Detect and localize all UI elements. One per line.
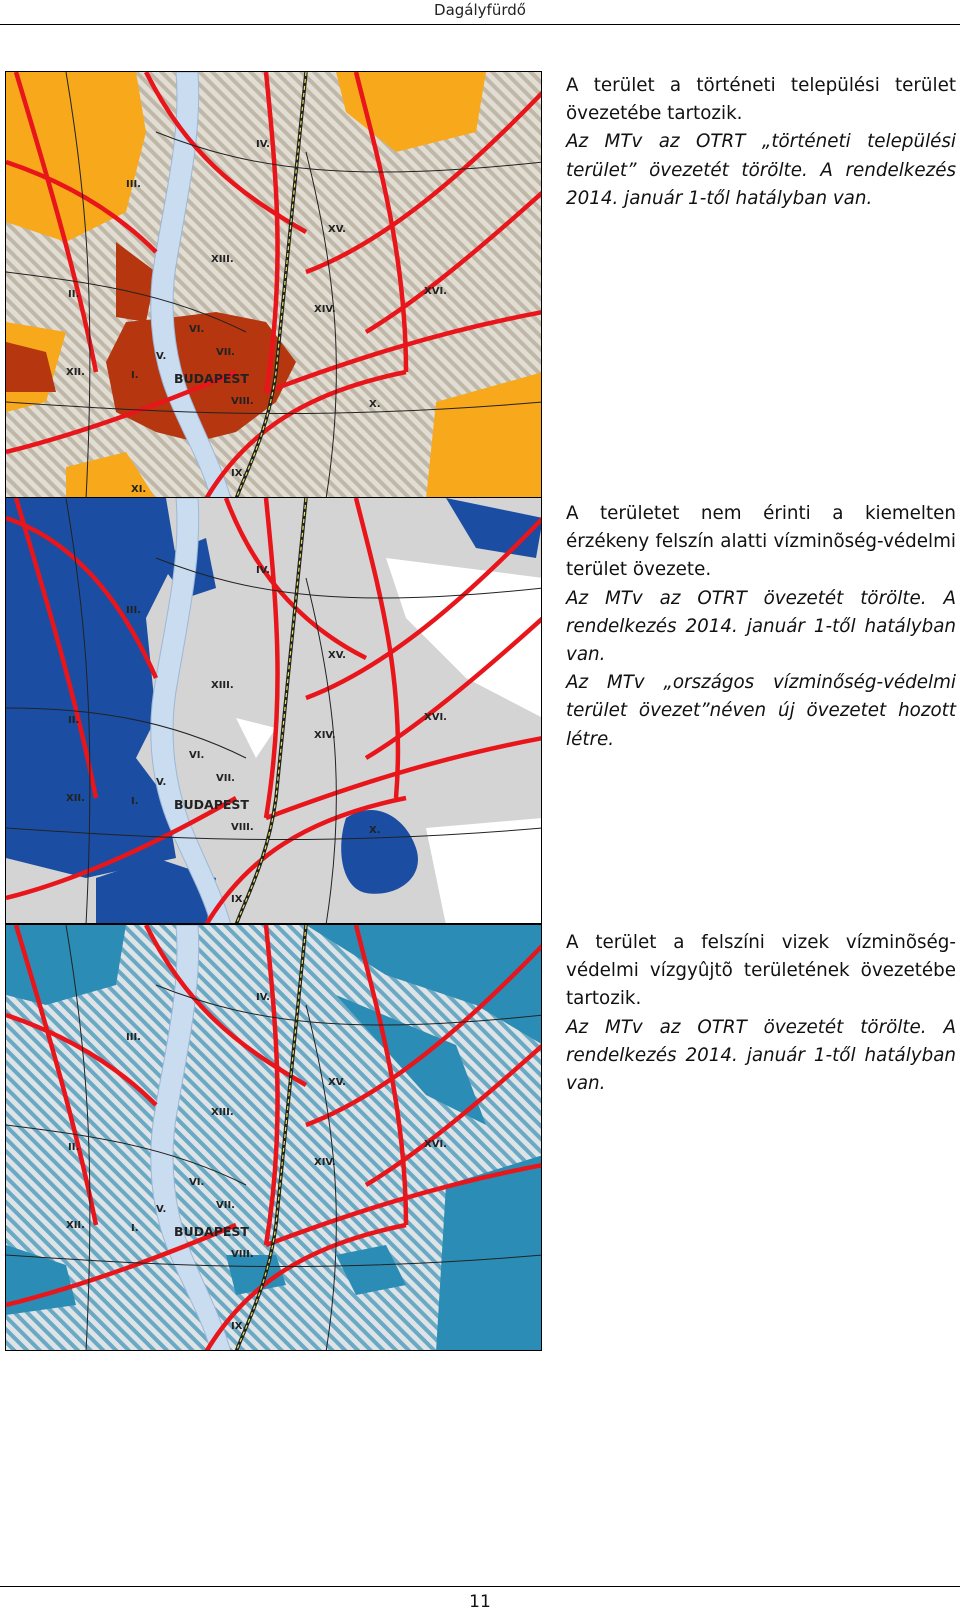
label-district-xi: XI. bbox=[131, 484, 147, 495]
map-surface-water-catchment-zone bbox=[5, 924, 542, 1351]
map-svg bbox=[6, 72, 542, 498]
zone-description-groundwater bbox=[566, 500, 956, 754]
zone-description-historic bbox=[566, 72, 956, 213]
label-district-vii: VII. bbox=[216, 347, 235, 358]
map-svg bbox=[6, 498, 542, 924]
label-district-xiii: XIII. bbox=[211, 254, 234, 265]
label-district-xv: XV. bbox=[328, 650, 346, 661]
legal-note-text: Az MTv az OTRT övezetét törölte. A rendelkezés 2014. január 1-től hatályban van. bbox=[566, 1016, 956, 1095]
label-district-xii: XII. bbox=[66, 793, 85, 804]
map-groundwater-protection-zone bbox=[5, 497, 542, 924]
page-header bbox=[0, 0, 960, 25]
label-district-viii: VIII. bbox=[231, 822, 254, 833]
label-district-x: X. bbox=[369, 399, 381, 410]
label-district-vii: VII. bbox=[216, 773, 235, 784]
label-district-xii: XII. bbox=[66, 367, 85, 378]
label-district-ii: II. bbox=[68, 289, 80, 300]
map-historic-settlement-zone bbox=[5, 71, 542, 498]
header-title: Dagályfürdő bbox=[434, 1, 526, 19]
label-district-xiv: XIV. bbox=[314, 304, 336, 315]
label-district-xiv: XIV. bbox=[314, 730, 336, 741]
legal-note-text: Az MTv „országos vízminőség-védelmi terület övezet”néven új övezetet hozott létre. bbox=[566, 672, 956, 750]
label-district-vi: VI. bbox=[189, 324, 205, 335]
label-district-ix: IX. bbox=[231, 894, 247, 905]
label-district-xiii: XIII. bbox=[211, 680, 234, 691]
zone-status-text: A terület a felszíni vizek vízminõség-védelmi vízgyûjtõ területének övezetébe tartozik. bbox=[566, 932, 956, 1010]
label-district-ii: II. bbox=[68, 1142, 80, 1153]
label-district-xv: XV. bbox=[328, 224, 346, 235]
label-district-x: X. bbox=[369, 825, 381, 836]
label-district-iii: III. bbox=[126, 605, 141, 616]
label-district-xiv: XIV. bbox=[314, 1157, 336, 1168]
label-district-xvi: XVI. bbox=[424, 712, 447, 723]
label-budapest: BUDAPEST bbox=[174, 797, 249, 812]
label-district-ix: IX. bbox=[231, 1321, 247, 1332]
label-district-i: I. bbox=[131, 370, 139, 381]
zone-description-surface-water bbox=[566, 929, 956, 1098]
zone-status-text: A területet nem érinti a kiemelten érzékeny felszín alatti vízminõség-védelmi terület övezete. bbox=[566, 503, 956, 581]
label-district-viii: VIII. bbox=[231, 396, 254, 407]
label-district-vi: VI. bbox=[189, 750, 205, 761]
label-budapest: BUDAPEST bbox=[174, 1224, 249, 1239]
label-district-iii: III. bbox=[126, 179, 141, 190]
label-district-v: V. bbox=[156, 777, 167, 788]
label-district-xvi: XVI. bbox=[424, 1139, 447, 1150]
label-district-vii: VII. bbox=[216, 1200, 235, 1211]
label-district-iv: IV. bbox=[256, 992, 270, 1003]
label-district-xii: XII. bbox=[66, 1220, 85, 1231]
label-district-viii: VIII. bbox=[231, 1249, 254, 1260]
map-svg bbox=[6, 925, 542, 1351]
label-district-iii: III. bbox=[126, 1032, 141, 1043]
label-district-xv: XV. bbox=[328, 1077, 346, 1088]
label-district-v: V. bbox=[156, 1204, 167, 1215]
label-district-xiii: XIII. bbox=[211, 1107, 234, 1118]
label-district-ix: IX. bbox=[231, 468, 247, 479]
label-district-i: I. bbox=[131, 796, 139, 807]
label-district-v: V. bbox=[156, 351, 167, 362]
label-district-ii: II. bbox=[68, 715, 80, 726]
label-district-xvi: XVI. bbox=[424, 286, 447, 297]
footer-divider bbox=[0, 1586, 960, 1587]
label-district-iv: IV. bbox=[256, 139, 270, 150]
label-district-vi: VI. bbox=[189, 1177, 205, 1188]
legal-note-text: Az MTv az OTRT övezetét törölte. A rendelkezés 2014. január 1-től hatályban van. bbox=[566, 587, 956, 666]
legal-note-text: Az MTv az OTRT „történeti települési terület” övezetét törölte. A rendelkezés 2014. január 1-től hatályban van. bbox=[566, 131, 956, 209]
zone-status-text: A terület a történeti települési terület övezetébe tartozik. bbox=[566, 75, 956, 125]
page-number: 11 bbox=[469, 1592, 491, 1612]
label-district-iv: IV. bbox=[256, 565, 270, 576]
label-budapest: BUDAPEST bbox=[174, 371, 249, 386]
label-district-i: I. bbox=[131, 1223, 139, 1234]
